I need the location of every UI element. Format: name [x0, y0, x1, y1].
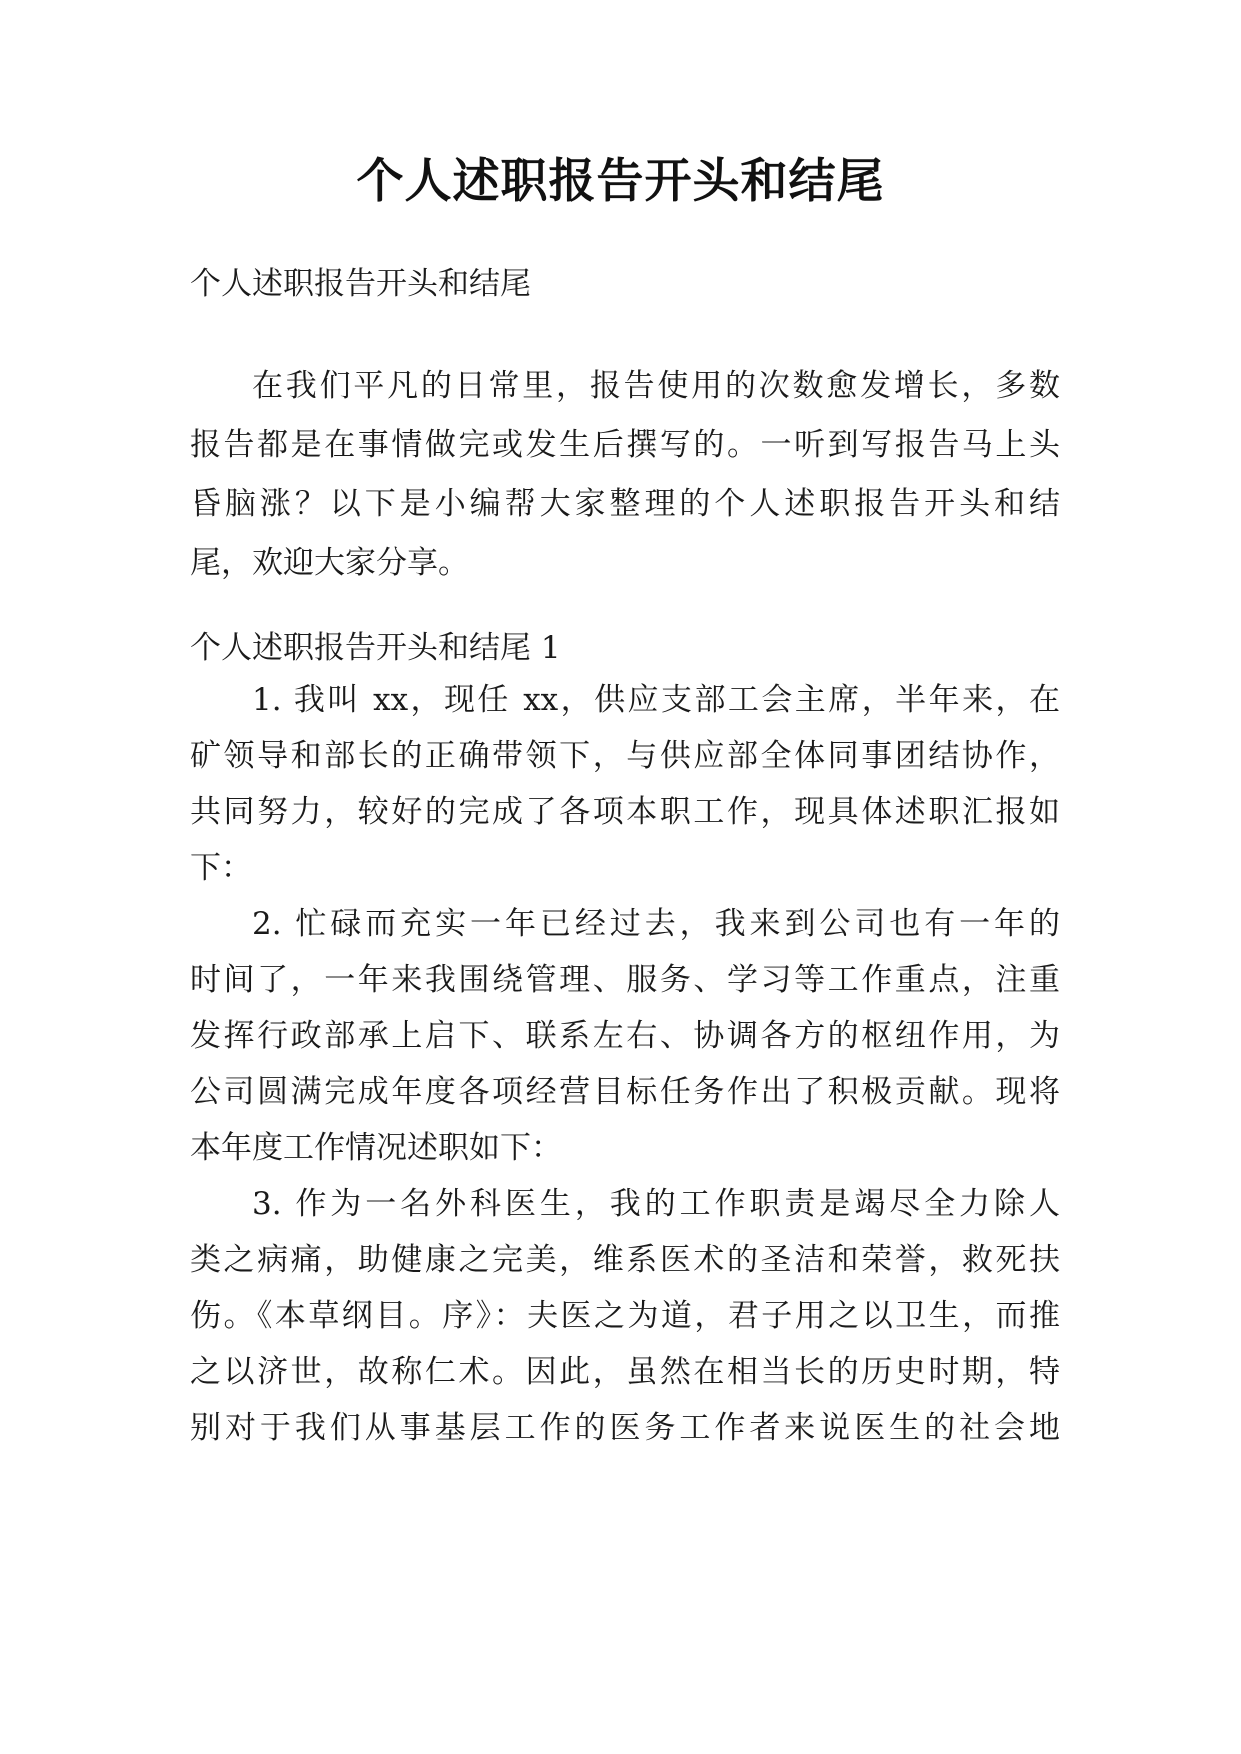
paragraph-line: 类之病痛，助健康之完美，维系医术的圣洁和荣誉，救死扶 — [190, 1242, 1060, 1278]
document-subtitle: 个人述职报告开头和结尾 — [190, 266, 531, 302]
paragraph-line: 共同努力，较好的完成了各项本职工作，现具体述职汇报如 — [190, 794, 1060, 830]
paragraph-line: 矿领导和部长的正确带领下，与供应部全体同事团结协作， — [190, 738, 1060, 774]
document-title: 个人述职报告开头和结尾 — [356, 154, 885, 209]
paragraph-line: 2. 忙碌而充实一年已经过去，我来到公司也有一年的 — [252, 906, 1060, 942]
paragraph-line: 本年度工作情况述职如下： — [190, 1130, 562, 1166]
intro-line: 在我们平凡的日常里，报告使用的次数愈发增长，多数 — [252, 368, 1060, 404]
paragraph-line: 时间了，一年来我围绕管理、服务、学习等工作重点，注重 — [190, 962, 1060, 998]
paragraph-line: 发挥行政部承上启下、联系左右、协调各方的枢纽作用，为 — [190, 1018, 1060, 1054]
paragraph-line: 3. 作为一名外科医生，我的工作职责是竭尽全力除人 — [252, 1186, 1060, 1222]
paragraph-line: 伤。《本草纲目。序》：夫医之为道，君子用之以卫生，而推 — [190, 1298, 1060, 1334]
section-heading: 个人述职报告开头和结尾 1 — [190, 630, 561, 666]
intro-line: 报告都是在事情做完或发生后撰写的。一听到写报告马上头 — [190, 427, 1060, 463]
paragraph-line: 下： — [190, 850, 252, 886]
intro-line: 昏脑涨？以下是小编帮大家整理的个人述职报告开头和结 — [190, 486, 1060, 522]
intro-line: 尾，欢迎大家分享。 — [190, 545, 469, 581]
paragraph-line: 公司圆满完成年度各项经营目标任务作出了积极贡献。现将 — [190, 1074, 1060, 1110]
paragraph-line: 1. 我叫 xx，现任 xx，供应支部工会主席，半年来，在 — [252, 682, 1060, 718]
paragraph-line: 之以济世，故称仁术。因此，虽然在相当长的历史时期，特 — [190, 1354, 1060, 1390]
paragraph-line: 别对于我们从事基层工作的医务工作者来说医生的社会地 — [190, 1410, 1060, 1446]
